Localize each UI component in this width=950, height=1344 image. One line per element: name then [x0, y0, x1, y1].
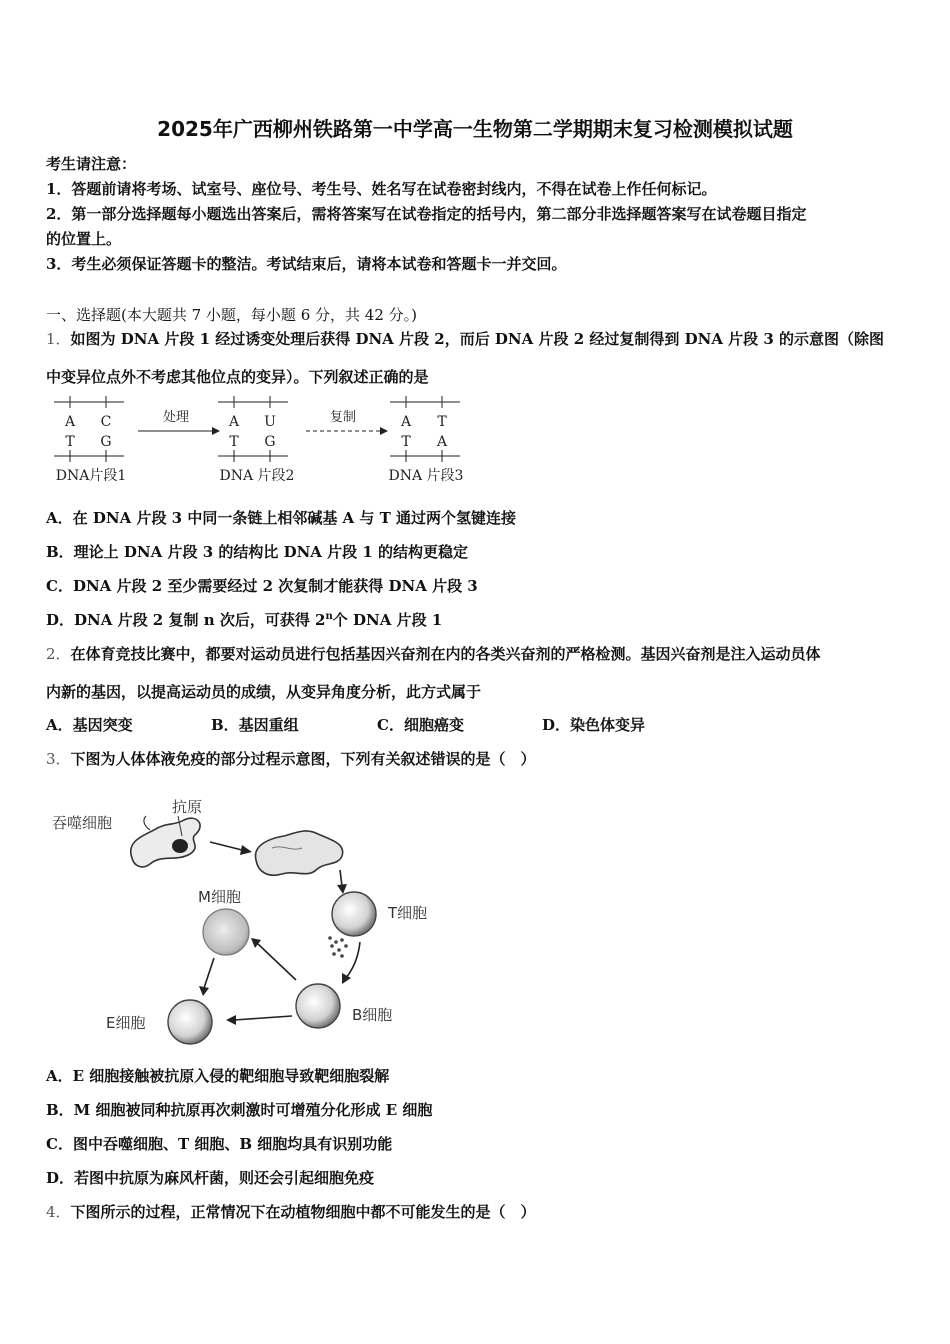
base-s1-bot-1: T — [65, 434, 75, 450]
notice-item: 2．第一部分选择题每小题选出答案后，需将答案写在试卷指定的括号内，第二部分非选择题答案写在试卷题目指定 — [46, 205, 807, 223]
question-number: 3． — [46, 750, 71, 768]
q1-option-d-text: D．DNA 片段 2 复制 n 次后，可获得 2 — [46, 611, 326, 629]
arrow — [340, 870, 342, 886]
q3-option-d[interactable]: D．若图中抗原为麻风杆菌，则还会引起细胞免疫 — [46, 1169, 375, 1187]
q3-option-b[interactable]: B．M 细胞被同种抗原再次刺激时可增殖分化形成 E 细胞 — [46, 1101, 433, 1119]
question-number: 1． — [46, 330, 71, 348]
base-s2-bot-1: T — [229, 434, 239, 450]
arrow-head — [337, 884, 347, 894]
q3-option-c[interactable]: C．图中吞噬细胞、T 细胞、B 细胞均具有识别功能 — [46, 1135, 393, 1153]
notice-heading: 考生请注意： — [46, 155, 137, 173]
question-number: 2． — [46, 645, 71, 663]
dna-segments-diagram — [46, 396, 486, 486]
e-cell — [168, 1000, 212, 1044]
arrow — [258, 944, 296, 980]
presenting-cell-shape — [255, 831, 342, 875]
t-cell — [332, 892, 376, 936]
q1-option-d[interactable] — [46, 609, 442, 630]
arrow-label-replicate: 复制 — [329, 410, 357, 425]
q2-option-b[interactable]: B．基因重组 — [211, 716, 299, 734]
q3-option-a[interactable]: A．E 细胞接触被抗原入侵的靶细胞导致靶细胞裂解 — [46, 1067, 390, 1085]
q1-option-c[interactable]: C．DNA 片段 2 至少需要经过 2 次复制才能获得 DNA 片段 3 — [46, 577, 478, 595]
arrow-head — [342, 973, 351, 984]
m-cell — [203, 909, 249, 955]
base-s3-bot-1: T — [401, 434, 411, 450]
exponent: n — [325, 611, 333, 622]
question-text: 在体育竞技比赛中，都要对运动员进行包括基因兴奋剂在内的各类兴奋剂的严格检测。基因兴奋剂是注入运动员体 — [70, 645, 821, 663]
question-text: 下图所示的过程，正常情况下在动植物细胞中都不可能发生的是（ ） — [70, 1203, 536, 1221]
base-s1-top-1: A — [64, 414, 76, 430]
lymphokine-dots — [328, 936, 348, 958]
base-s2-bot-2: G — [264, 434, 276, 450]
segment-2-label: DNA 片段2 — [219, 468, 295, 484]
question-1-stem — [46, 328, 884, 349]
question-4-stem — [46, 1201, 536, 1222]
notice-item: 3．考生必须保证答题卡的整洁。考试结束后，请将本试卷和答题卡一并交回。 — [46, 255, 567, 273]
arrow-label-process: 处理 — [162, 410, 190, 425]
base-s3-bot-2: A — [436, 434, 448, 450]
question-2-stem-cont: 内新的基因，以提高运动员的成绩，从变异角度分析，此方式属于 — [46, 683, 482, 701]
q2-option-c[interactable]: C．细胞癌变 — [377, 716, 464, 734]
immune-response-diagram — [46, 790, 446, 1050]
arrow — [204, 958, 214, 988]
question-number: 4． — [46, 1203, 71, 1221]
notice-item: 1．答题前请将考场、试室号、座位号、考生号、姓名写在试卷密封线内，不得在试卷上作任何标记。 — [46, 180, 717, 198]
label-m-cell: M细胞 — [198, 888, 241, 906]
arrow-head — [240, 845, 252, 855]
section-heading: 一、选择题(本大题共 7 小题，每小题 6 分，共 42 分。) — [46, 306, 417, 324]
question-text: 下图为人体体液免疫的部分过程示意图，下列有关叙述错误的是（ ） — [70, 750, 536, 768]
notice-item: 的位置上。 — [46, 230, 122, 248]
q1-option-b[interactable]: B．理论上 DNA 片段 3 的结构比 DNA 片段 1 的结构更稳定 — [46, 543, 469, 561]
arrow-head — [199, 986, 209, 996]
base-s3-top-2: T — [437, 414, 447, 430]
arrow — [346, 942, 360, 978]
label-b-cell: B细胞 — [352, 1006, 393, 1024]
label-t-cell: T细胞 — [388, 904, 428, 922]
segment-3-label: DNA 片段3 — [388, 468, 464, 484]
q2-option-d[interactable]: D．染色体变异 — [542, 716, 646, 734]
arrow-head — [226, 1015, 236, 1025]
phagocyte-cell-shape — [131, 816, 200, 867]
b-cell — [296, 984, 340, 1028]
page-title: 2025年广西柳州铁路第一中学高一生物第二学期期末复习检测模拟试题 — [157, 117, 793, 141]
base-s2-top-1: A — [228, 414, 240, 430]
q1-option-d-text-end: 个 DNA 片段 1 — [332, 611, 443, 629]
q2-option-a[interactable]: A．基因突变 — [46, 716, 133, 734]
q1-option-a[interactable]: A．在 DNA 片段 3 中同一条链上相邻碱基 A 与 T 通过两个氢键连接 — [46, 509, 517, 527]
question-3-stem — [46, 748, 536, 769]
label-e-cell: E细胞 — [106, 1014, 146, 1032]
question-text: 如图为 DNA 片段 1 经过诱变处理后获得 DNA 片段 2，而后 DNA 片段 2 经过复制得到 DNA 片段 3 的示意图（除图 — [70, 330, 885, 348]
label-phagocyte: 吞噬细胞 — [52, 814, 113, 832]
question-2-stem — [46, 643, 821, 664]
label-antigen: 抗原 — [172, 798, 203, 816]
segment-1-label: DNA片段1 — [55, 468, 127, 484]
question-1-stem-cont: 中变异位点外不考虑其他位点的变异）。下列叙述正确的是 — [46, 368, 429, 386]
base-s1-bot-2: G — [100, 434, 112, 450]
arrow — [210, 842, 242, 850]
base-s1-top-2: C — [100, 414, 112, 430]
base-s2-top-2: U — [264, 414, 276, 430]
base-s3-top-1: A — [400, 414, 412, 430]
arrow — [234, 1016, 292, 1020]
